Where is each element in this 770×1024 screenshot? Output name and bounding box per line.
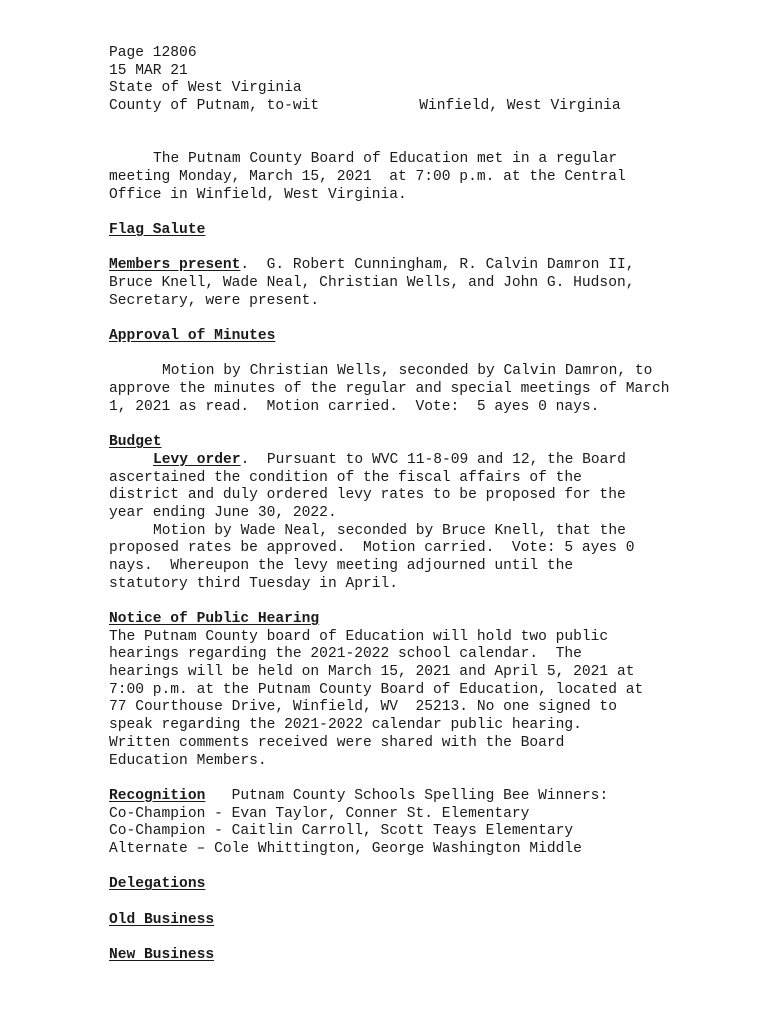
budget-heading: Budget	[109, 434, 162, 451]
members-line: Bruce Knell, Wade Neal, Christian Wells, and John G. Hudson,	[109, 274, 635, 291]
county-text: County of Putnam, to-wit	[109, 98, 320, 115]
new-business-heading: New Business	[109, 947, 215, 964]
notice-line: Education Members.	[109, 752, 267, 769]
intro-line: meeting Monday, March 15, 2021 at 7:00 p.m. at the Central	[109, 168, 626, 185]
notice-line: 77 Courthouse Drive, Winfield, WV 25213. No one signed to	[109, 699, 617, 716]
minutes-page	[109, 45, 709, 965]
approval-line: 1, 2021 as read. Motion carried. Vote: 5 ayes 0 nays.	[109, 398, 600, 415]
members-present-line: Members present. G. Robert Cunningham, R. Calvin Damron II,	[109, 257, 635, 274]
levy-motion-line: proposed rates be approved. Motion carried. Vote: 5 ayes 0	[109, 540, 635, 557]
old-business-heading: Old Business	[109, 911, 215, 928]
recognition-winner: Alternate – Cole Whittington, George Washington Middle	[109, 840, 582, 857]
notice-line: The Putnam County board of Education will hold two public	[109, 628, 609, 645]
levy-motion-line: statutory third Tuesday in April.	[109, 575, 399, 592]
members-present-heading: Members present	[109, 257, 241, 274]
notice-heading: Notice of Public Hearing	[109, 611, 320, 627]
levy-line: ascertained the condition of the fiscal affairs of the	[109, 469, 582, 486]
approval-line: approve the minutes of the regular and special meetings of March	[109, 381, 670, 398]
page-number: Page 12806	[109, 45, 197, 61]
intro-line: Office in Winfield, West Virginia.	[109, 186, 407, 203]
notice-line: Written comments received were shared with the Board	[109, 734, 565, 751]
levy-line: year ending June 30, 2022.	[109, 504, 337, 521]
levy-line: district and duly ordered levy rates to be proposed for the	[109, 487, 626, 504]
members-line: Secretary, were present.	[109, 292, 320, 309]
recognition-heading: Recognition	[109, 787, 206, 804]
levy-order-heading: Levy order	[153, 451, 241, 468]
location-text: Winfield, West Virginia	[419, 98, 621, 115]
levy-order-line: Levy order. Pursuant to WVC 11-8-09 and 12, the Board	[153, 451, 626, 468]
intro-line: The Putnam County Board of Education met in a regular	[153, 151, 618, 168]
levy-motion-line: nays. Whereupon the levy meeting adjourned until the	[109, 557, 574, 574]
notice-line: speak regarding the 2021-2022 calendar public hearing.	[109, 717, 582, 734]
notice-line: hearings will be held on March 15, 2021 and April 5, 2021 at	[109, 664, 635, 681]
notice-line: 7:00 p.m. at the Putnam County Board of Education, located at	[109, 681, 644, 698]
meeting-date: 15 MAR 21	[109, 62, 188, 79]
state-line: State of West Virginia	[109, 80, 302, 97]
recognition-winner: Co-Champion - Caitlin Carroll, Scott Teays Elementary	[109, 823, 574, 840]
delegations-heading: Delegations	[109, 876, 206, 893]
recognition-line: Recognition Putnam County Schools Spelling Bee Winners:	[109, 787, 609, 804]
levy-motion-line: Motion by Wade Neal, seconded by Bruce Knell, that the	[153, 522, 626, 539]
recognition-winner: Co-Champion - Evan Taylor, Conner St. Elementary	[109, 805, 530, 822]
county-location-line	[109, 98, 709, 116]
notice-line: hearings regarding the 2021-2022 school calendar. The	[109, 646, 582, 663]
approval-heading: Approval of Minutes	[109, 328, 276, 344]
flag-salute-heading: Flag Salute	[109, 221, 206, 238]
approval-line: Motion by Christian Wells, seconded by Calvin Damron, to	[162, 363, 653, 380]
